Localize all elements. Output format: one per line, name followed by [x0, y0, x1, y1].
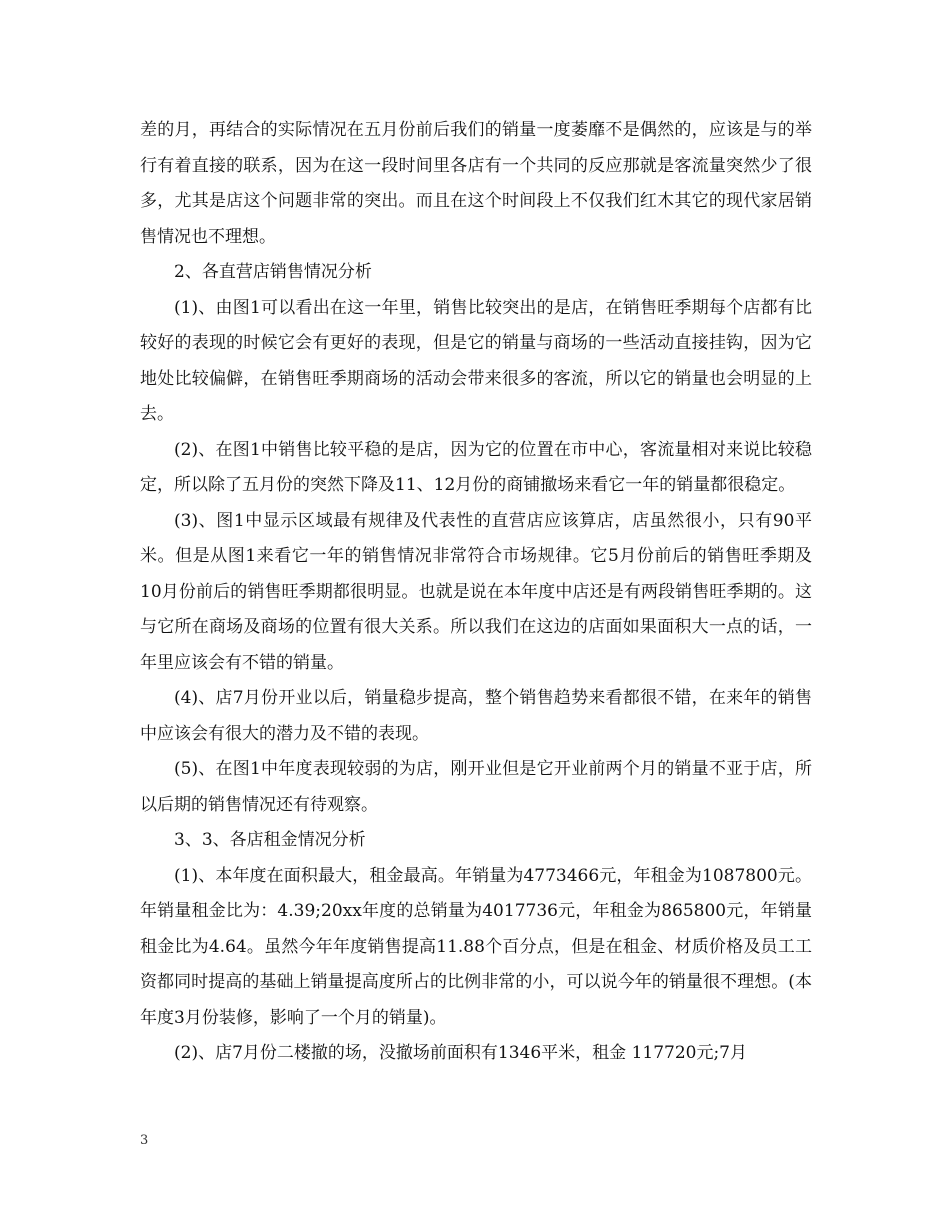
page-number: 3 [140, 1133, 149, 1148]
paragraph-item-1: (1)、由图1可以看出在这一年里，销售比较突出的是店，在销售旺季期每个店都有比较好的表现的时候它会有更好的表现，但是它的销量与商场的一些活动直接挂钩，因为它地处比较偏僻，在销售旺季期商场的活动会带来很多的客流，所以它的销量也会明显的上去。 [140, 297, 812, 424]
paragraph-rent-item-1: (1)、本年度在面积最大，租金最高。年销量为4773466元，年租金为1087800元。年销量租金比为：4.39;20xx年度的总销量为4017736元，年租金为865800元，年销量租金比为4.64。虽然今年年度销售提高11.88个百分点，但是在租金、材质价格及员工工资都同时提高的基础上销量提高度所占的比例非常的小，可以说今年的销量很不理想。(本年度3月份装修，影响了一个月的销量)。 [140, 865, 812, 1028]
paragraph-continuation: 差的月，再结合的实际情况在五月份前后我们的销量一度萎靡不是偶然的，应该是与的举行有着直接的联系，因为在这一段时间里各店有一个共同的反应那就是客流量突然少了很多，尤其是店这个问题非常的突出。而且在这个时间段上不仅我们红木其它的现代家居销售情况也不理想。 [140, 120, 812, 247]
paragraph-item-3: (3)、图1中显示区域最有规律及代表性的直营店应该算店，店虽然很小，只有90平米。但是从图1来看它一年的销售情况非常符合市场规律。它5月份前后的销售旺季期及10月份前后的销售旺季期都很明显。也就是说在本年度中店还是有两段销售旺季期的。这与它所在商场及商场的位置有很大关系。所以我们在这边的店面如果面积大一点的话，一年里应该会有不错的销量。 [140, 510, 812, 673]
section-heading-store-sales: 2、各直营店销售情况分析 [174, 262, 372, 282]
paragraph-item-2: (2)、在图1中销售比较平稳的是店，因为它的位置在市中心，客流量相对来说比较稳定，所以除了五月份的突然下降及11、12月份的商铺撤场来看它一年的销量都很稳定。 [140, 439, 812, 495]
section-heading-rent: 3、3、各店租金情况分析 [174, 830, 366, 850]
paragraph-rent-item-2: (2)、店7月份二楼撤的场，没撤场前面积有1346平米，租金 117720元;7月 [174, 1043, 748, 1063]
body-text [140, 113, 812, 1072]
paragraph-item-4: (4)、店7月份开业以后，销量稳步提高，整个销售趋势来看都很不错，在来年的销售中应该会有很大的潜力及不错的表现。 [140, 688, 812, 744]
paragraph-item-5: (5)、在图1中年度表现较弱的为店，刚开业但是它开业前两个月的销量不亚于店，所以后期的销售情况还有待观察。 [140, 759, 812, 815]
